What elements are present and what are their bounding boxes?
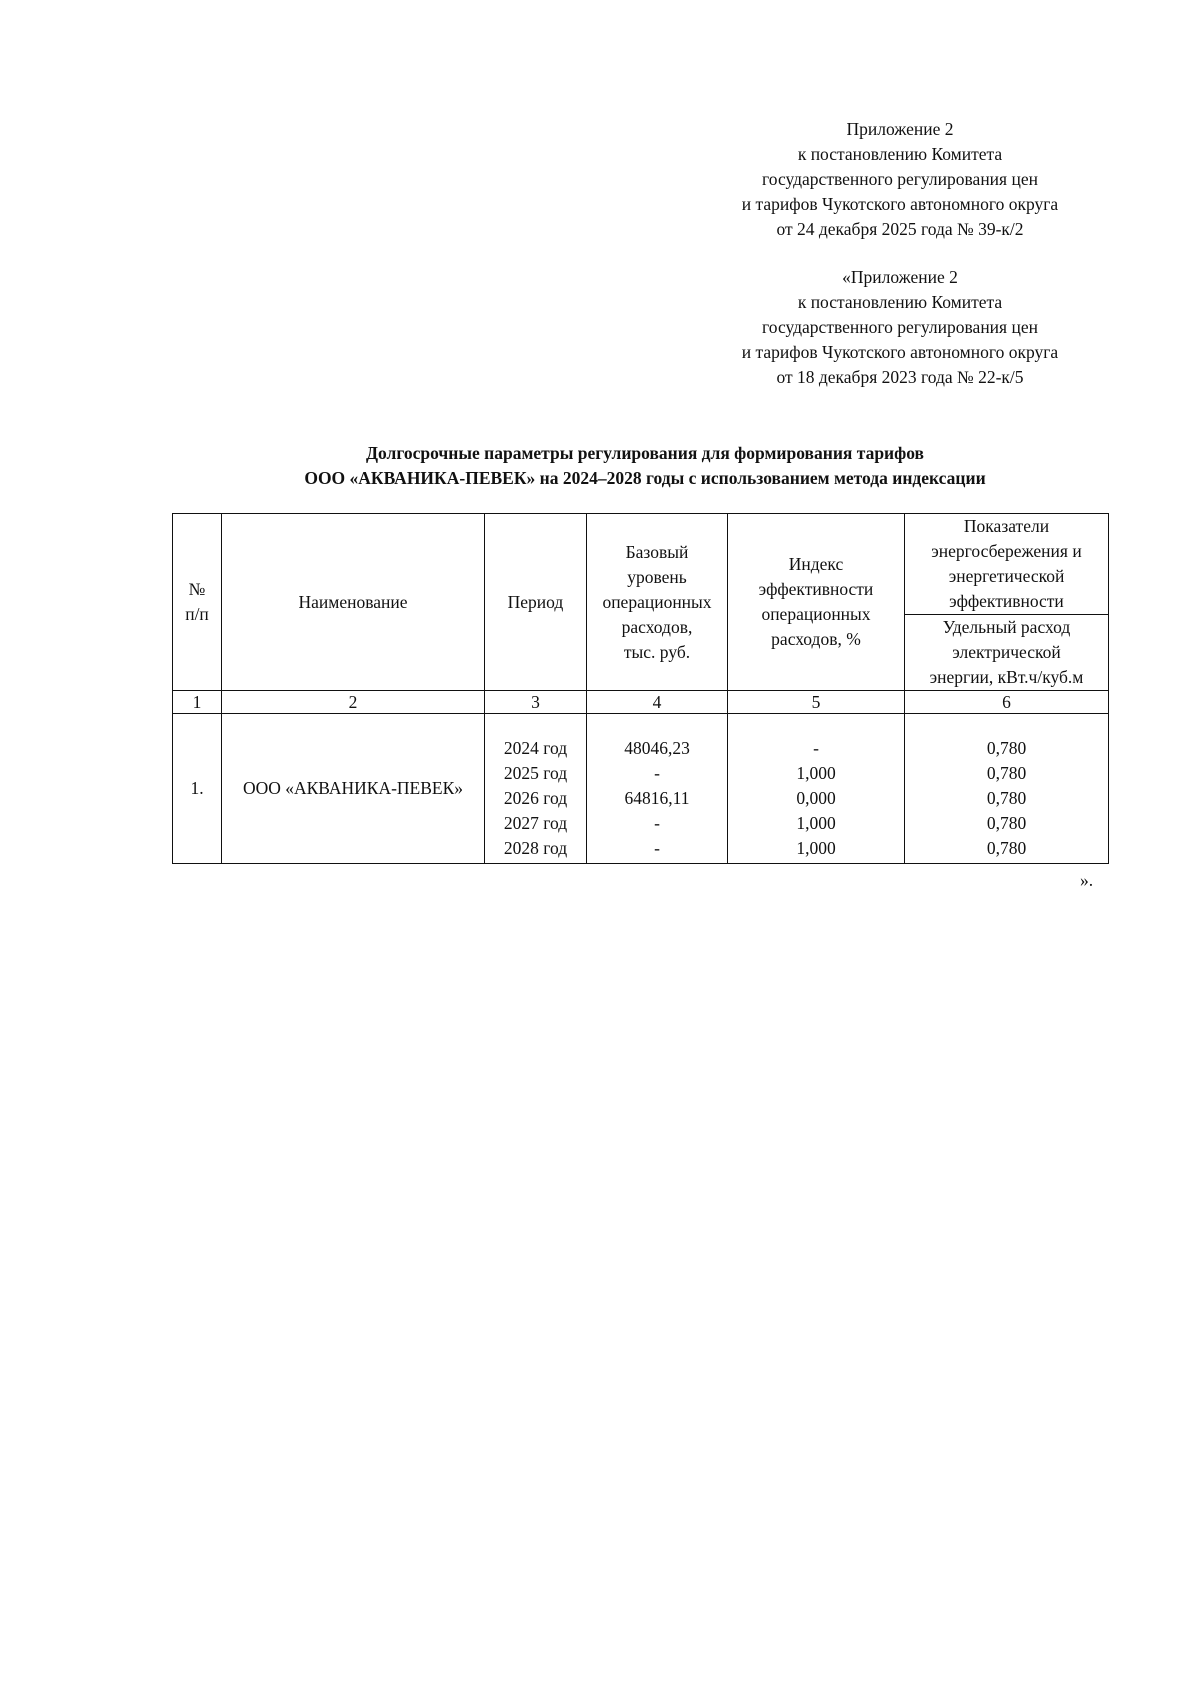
appendix-previous-line: «Приложение 2 (842, 267, 958, 287)
appendix-current-line: и тарифов Чукотского автономного округа (741, 194, 1059, 214)
appendix-current-line: государственного регулирования цен (762, 169, 1038, 189)
appendix-previous-line: и тарифов Чукотского автономного округа (741, 342, 1059, 362)
appendix-current-line: к постановлению Комитета (797, 144, 1003, 164)
document-title-line: Долгосрочные параметры регулирования для формирования тарифов (365, 443, 925, 463)
header-base-level: Базовый уровень операционных расходов, тыс. руб. (587, 514, 728, 691)
appendix-previous-line: к постановлению Комитета (797, 292, 1003, 312)
column-number: 4 (587, 691, 728, 714)
column-number: 2 (222, 691, 485, 714)
row-base-level: 48046,23 - 64816,11 - - (587, 714, 728, 864)
header-energy-group: Показатели энергосбережения и энергетической эффективности (905, 514, 1109, 615)
appendix-previous-line: государственного регулирования цен (762, 317, 1038, 337)
table-header-row (173, 514, 1109, 615)
header-num: № п/п (173, 514, 222, 691)
table-row (173, 714, 1109, 864)
row-energy-specific: 0,780 0,780 0,780 0,780 0,780 (905, 714, 1109, 864)
column-number-row (173, 691, 1109, 714)
row-efficiency-index: - 1,000 0,000 1,000 1,000 (728, 714, 905, 864)
appendix-current-line: от 24 декабря 2025 года № 39-к/2 (776, 219, 1024, 239)
appendix-current-line: Приложение 2 (846, 119, 954, 139)
document-title (150, 441, 1140, 491)
appendix-current-heading (700, 117, 1100, 242)
appendix-previous-line: от 18 декабря 2023 года № 22-к/5 (776, 367, 1024, 387)
document-title-line: ООО «АКВАНИКА-ПЕВЕК» на 2024–2028 годы с использованием метода индексации (304, 468, 986, 488)
header-period: Период (485, 514, 587, 691)
column-number: 5 (728, 691, 905, 714)
header-energy-specific: Удельный расход электрической энергии, кВт.ч/куб.м (905, 615, 1109, 691)
parameters-table (172, 513, 1109, 864)
column-number: 1 (173, 691, 222, 714)
column-number: 3 (485, 691, 587, 714)
row-periods: 2024 год 2025 год 2026 год 2027 год 2028 год (485, 714, 587, 864)
header-name: Наименование (222, 514, 485, 691)
header-efficiency-index: Индекс эффективности операционных расходов, % (728, 514, 905, 691)
appendix-previous-heading (700, 265, 1100, 390)
column-number: 6 (905, 691, 1109, 714)
closing-quote-mark: ». (1080, 870, 1094, 890)
row-num: 1. (173, 714, 222, 864)
row-name: ООО «АКВАНИКА-ПЕВЕК» (222, 714, 485, 864)
